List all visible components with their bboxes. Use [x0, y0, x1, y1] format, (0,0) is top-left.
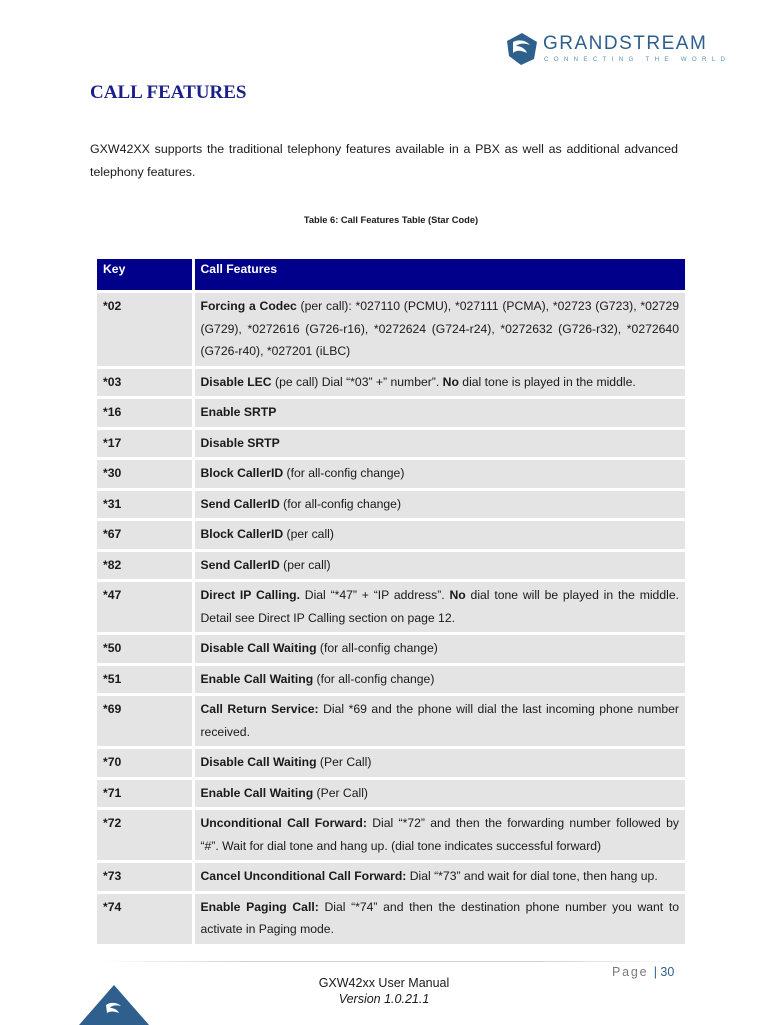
feature-name: Send CallerID: [200, 557, 280, 572]
table-row: [97, 520, 685, 551]
feature-name: Forcing a Codec: [200, 299, 297, 313]
feature-detail: (pe call) Dial “*03” +” number”.: [271, 374, 443, 389]
feature-detail: (for all-config change): [283, 466, 405, 480]
feature-detail: (Per Call): [316, 755, 372, 769]
feature-name: Enable Call Waiting: [200, 671, 314, 686]
row-description: [193, 809, 685, 862]
feature-name: Disable Call Waiting: [200, 755, 317, 769]
feature-name: Block CallerID: [200, 527, 284, 541]
table-row: [97, 862, 685, 893]
feature-detail: Dial “*73” and wait for dial tone, then hang up.: [406, 869, 658, 883]
table-row: [97, 664, 685, 695]
row-key: *03: [97, 367, 193, 398]
row-key: *82: [97, 550, 193, 581]
table-row: [97, 748, 685, 779]
table-row: [97, 428, 685, 459]
table-row: [97, 489, 685, 520]
brand-name: GRANDSTREAM: [543, 33, 708, 54]
feature-detail: (per call): [279, 557, 331, 572]
feature-name: Send CallerID: [200, 496, 280, 511]
feature-name: Enable Call Waiting: [200, 785, 314, 800]
table-row: [97, 695, 685, 748]
manual-title: GXW42xx User Manual: [318, 976, 450, 990]
table-row: [97, 398, 685, 429]
feature-name: Direct IP Calling.: [200, 588, 300, 602]
table-row: [97, 581, 685, 634]
feature-detail: Dial “*47” + “IP address”.: [299, 588, 450, 602]
feature-detail: Dial “*74” and then the destination phone number you want to activate in Paging mode.: [200, 899, 679, 936]
feature-detail: Dial “*72” and then the forwarding number followed by “#”. Wait for dial tone and hang up. (dial tone indicates successful forward): [200, 816, 679, 853]
table-row: [97, 809, 685, 862]
table-row: [97, 550, 685, 581]
page-number-value: 30: [660, 965, 675, 979]
feature-detail: Dial *69 and the phone will dial the last incoming phone number received.: [200, 702, 679, 739]
row-description: [193, 634, 685, 665]
row-key: *72: [97, 809, 193, 862]
table-row: [97, 892, 685, 944]
page-number: Page | 30: [612, 965, 675, 979]
row-key: *30: [97, 459, 193, 490]
row-description: [193, 892, 685, 944]
feature-name: Enable Paging Call:: [200, 899, 319, 914]
row-description: [193, 459, 685, 490]
table-row: [97, 459, 685, 490]
feature-detail: (for all-config change): [279, 496, 402, 511]
row-description: [193, 664, 685, 695]
feature-name: Call Return Service:: [200, 702, 319, 716]
row-key: *47: [97, 581, 193, 634]
brand-tagline: CONNECTING THE WORLD: [544, 56, 731, 63]
table-row: [97, 634, 685, 665]
feature-detail: (per call): *027110 (PCMU), *027111 (PCMA), *02723 (G723), *02729 (G729), *0272616 (G726-r16), *0272624 (G724-r24), *0272632 (G726-r32), *0272640 (G726-r40), *027201 (iLBC): [200, 299, 679, 358]
row-key: *16: [97, 398, 193, 429]
table-row: [97, 367, 685, 398]
row-description: [193, 581, 685, 634]
row-key: *74: [97, 892, 193, 944]
feature-emphasis: No: [442, 374, 459, 389]
corner-logo-icon: [79, 985, 149, 1025]
row-description: [193, 367, 685, 398]
row-key: *51: [97, 664, 193, 695]
row-description: [193, 489, 685, 520]
feature-detail: (per call): [283, 527, 334, 541]
feature-name: Cancel Unconditional Call Forward:: [200, 869, 407, 883]
row-description: [193, 778, 685, 809]
row-key: *73: [97, 862, 193, 893]
row-key: *70: [97, 748, 193, 779]
row-description: [193, 292, 685, 368]
header-call-features: Call Features: [193, 259, 685, 292]
page-label: Page: [612, 965, 649, 979]
row-key: *50: [97, 634, 193, 665]
table-row: [97, 778, 685, 809]
feature-detail-continued: dial tone is played in the middle.: [458, 374, 636, 389]
row-key: *71: [97, 778, 193, 809]
row-key: *02: [97, 292, 193, 368]
page-title: CALL FEATURES: [90, 82, 247, 103]
row-key: *31: [97, 489, 193, 520]
feature-name: Disable SRTP: [200, 435, 280, 450]
grandstream-mark-icon: [506, 32, 538, 66]
manual-version: Version 1.0.21.1: [338, 992, 430, 1006]
feature-emphasis: No: [449, 588, 466, 602]
call-features-table: [97, 259, 685, 944]
feature-name: Block CallerID: [200, 466, 284, 480]
row-key: *17: [97, 428, 193, 459]
feature-name: Disable LEC: [200, 374, 272, 389]
row-key: *67: [97, 520, 193, 551]
table-header-row: [97, 259, 685, 292]
feature-detail: (Per Call): [313, 785, 368, 800]
row-description: [193, 695, 685, 748]
footer-divider: [100, 961, 686, 962]
feature-name: Enable SRTP: [200, 405, 277, 419]
row-description: [193, 398, 685, 429]
header-key: Key: [97, 259, 193, 292]
row-description: [193, 862, 685, 893]
feature-detail-continued: dial tone will be played in the middle. Detail see Direct IP Calling section on page 12.: [200, 588, 679, 625]
row-description: [193, 520, 685, 551]
feature-detail: (for all-config change): [316, 641, 438, 655]
row-description: [193, 748, 685, 779]
table-row: [97, 292, 685, 368]
feature-name: Disable Call Waiting: [200, 641, 317, 655]
feature-name: Unconditional Call Forward:: [200, 816, 367, 830]
row-key: *69: [97, 695, 193, 748]
table-caption: Table 6: Call Features Table (Star Code): [303, 215, 479, 225]
feature-detail: (for all-config change): [313, 671, 435, 686]
row-description: [193, 428, 685, 459]
row-description: [193, 550, 685, 581]
intro-paragraph: GXW42XX supports the traditional telephony features available in a PBX as well as additional advanced telephony features.: [90, 142, 678, 179]
grandstream-logo: [506, 32, 731, 68]
